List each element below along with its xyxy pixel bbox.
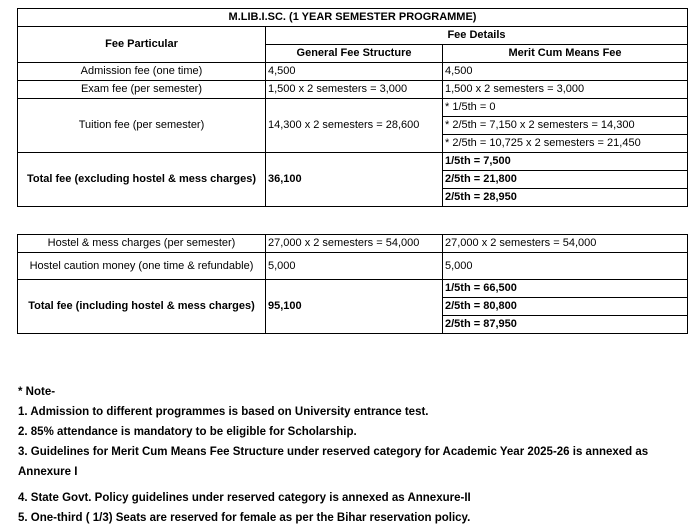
table-row (18, 63, 688, 81)
note-item: 4. State Govt. Policy guidelines under reserved category is annexed as Annexure-II (18, 492, 471, 504)
note-item: 1. Admission to different programmes is based on University entrance test. (18, 406, 429, 418)
total-fee-incl-merit-2: 2/5th = 80,800 (443, 298, 688, 316)
hostel-charges-label: Hostel & mess charges (per semester) (18, 235, 266, 253)
total-fee-incl-general: 95,100 (266, 280, 443, 334)
notes-section (18, 382, 648, 528)
tuition-fee-merit-2: * 2/5th = 7,150 x 2 semesters = 14,300 (443, 117, 688, 135)
exam-fee-label: Exam fee (per semester) (18, 81, 266, 99)
fee-details-header: Fee Details (266, 27, 688, 45)
note-item: 3. Guidelines for Merit Cum Means Fee Structure under reserved category for Academic Year 2025-26 is annexed as (18, 446, 649, 458)
total-fee-incl-merit-3: 2/5th = 87,950 (443, 316, 688, 334)
table-row (18, 280, 688, 298)
table-row (18, 253, 688, 280)
admission-fee-label: Admission fee (one time) (18, 63, 266, 81)
table-row (18, 153, 688, 171)
fee-table-hostel (17, 234, 688, 334)
caution-money-general: 5,000 (266, 253, 443, 280)
table-row (18, 235, 688, 253)
table-title: M.LIB.I.SC. (1 YEAR SEMESTER PROGRAMME) (18, 9, 688, 27)
hostel-charges-merit: 27,000 x 2 semesters = 54,000 (443, 235, 688, 253)
total-fee-incl-merit-1: 1/5th = 66,500 (443, 280, 688, 298)
tuition-fee-merit-3: * 2/5th = 10,725 x 2 semesters = 21,450 (443, 135, 688, 153)
note-item-continuation: Annexure I (18, 466, 78, 478)
fee-table-main (17, 8, 688, 207)
admission-fee-general: 4,500 (266, 63, 443, 81)
fee-particular-header: Fee Particular (18, 27, 266, 63)
note-item: 2. 85% attendance is mandatory to be eligible for Scholarship. (18, 426, 357, 438)
exam-fee-general: 1,500 x 2 semesters = 3,000 (266, 81, 443, 99)
table-row (18, 81, 688, 99)
exam-fee-merit: 1,500 x 2 semesters = 3,000 (443, 81, 688, 99)
caution-money-merit: 5,000 (443, 253, 688, 280)
total-fee-excl-merit-1: 1/5th = 7,500 (443, 153, 688, 171)
admission-fee-merit: 4,500 (443, 63, 688, 81)
table-row (18, 99, 688, 117)
tuition-fee-general: 14,300 x 2 semesters = 28,600 (266, 99, 443, 153)
tuition-fee-label: Tuition fee (per semester) (18, 99, 266, 153)
general-fee-header: General Fee Structure (266, 45, 443, 63)
tuition-fee-merit-1: * 1/5th = 0 (443, 99, 688, 117)
total-fee-excl-general: 36,100 (266, 153, 443, 207)
note-item: 5. One-third ( 1/3) Seats are reserved for female as per the Bihar reservation policy. (18, 512, 471, 524)
caution-money-label: Hostel caution money (one time & refundable) (18, 253, 266, 280)
hostel-charges-general: 27,000 x 2 semesters = 54,000 (266, 235, 443, 253)
total-fee-excl-label: Total fee (excluding hostel & mess charges) (18, 153, 266, 207)
total-fee-excl-merit-2: 2/5th = 21,800 (443, 171, 688, 189)
notes-heading: * Note- (18, 386, 56, 398)
total-fee-incl-label: Total fee (including hostel & mess charges) (18, 280, 266, 334)
merit-fee-header: Merit Cum Means Fee (443, 45, 688, 63)
total-fee-excl-merit-3: 2/5th = 28,950 (443, 189, 688, 207)
